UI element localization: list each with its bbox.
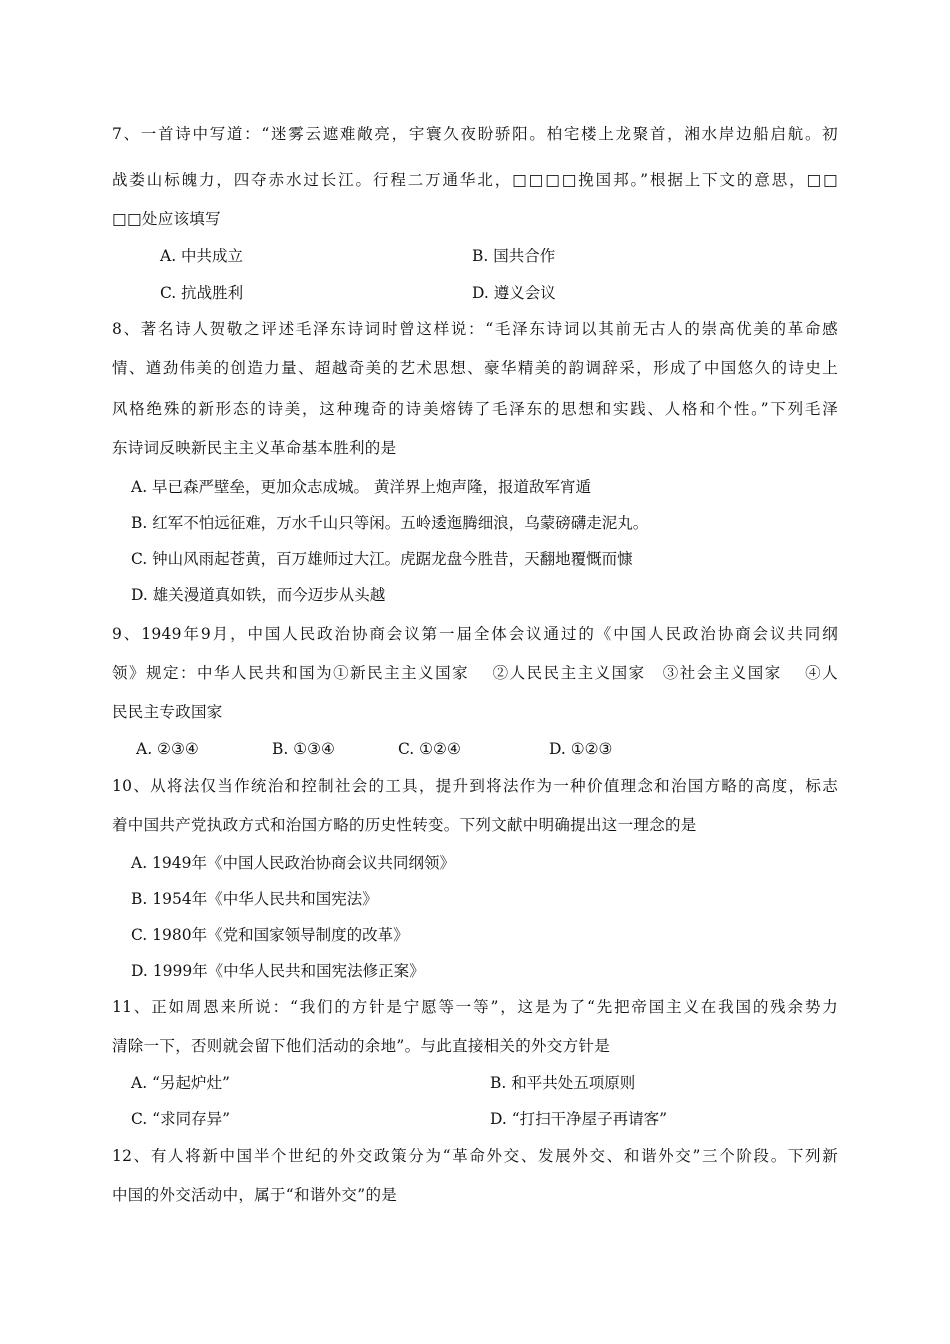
question-9-line-3: 民民主专政国家 bbox=[112, 703, 223, 721]
question-7-option-d: D. 遵义会议 bbox=[472, 284, 556, 302]
question-10-option-d: D. 1999年《中华人民共和国宪法修正案》 bbox=[131, 962, 425, 980]
question-9-option-a: A. ②③④ bbox=[136, 740, 199, 758]
question-8-line-1: 8、著名诗人贺敬之评述毛泽东诗词时曾这样说：“毛泽东诗词以其前无古人的崇高优美的革命感 bbox=[112, 320, 838, 338]
question-10-line-2: 着中国共产党执政方式和治国方略的历史性转变。下列文献中明确提出这一理念的是 bbox=[112, 816, 697, 834]
question-11-option-d: D. “打扫干净屋子再请客” bbox=[490, 1110, 668, 1128]
question-9-option-c: C. ①②④ bbox=[398, 740, 461, 758]
question-7-option-a: A. 中共成立 bbox=[160, 247, 244, 265]
question-12-line-1: 12、有人将新中国半个世纪的外交政策分为“革命外交、发展外交、和谐外交”三个阶段。下列新 bbox=[112, 1147, 838, 1165]
question-7-line-1: 7、一首诗中写道：“迷雾云遮难敞亮，宇寰久夜盼骄阳。柏宅楼上龙聚首，湘水岸边船启航。初 bbox=[112, 125, 838, 143]
question-9-line-1: 9、1949年9月，中国人民政治协商会议第一届全体会议通过的《中国人民政治协商会议共同纲 bbox=[112, 625, 838, 643]
question-10-option-b: B. 1954年《中华人民共和国宪法》 bbox=[131, 890, 378, 908]
question-9-option-b: B. ①③④ bbox=[272, 740, 335, 758]
question-11-line-1: 11、正如周恩来所说：“我们的方针是宁愿等一等”，这是为了“先把帝国主义在我国的残余势力 bbox=[112, 998, 838, 1016]
question-10-line-1: 10、从将法仅当作统治和控制社会的工具，提升到将法作为一种价值理念和治国方略的高度，标志 bbox=[112, 777, 838, 795]
question-7-line-3: □□处应该填写 bbox=[112, 210, 221, 228]
question-11-option-b: B. 和平共处五项原则 bbox=[490, 1074, 636, 1092]
question-9-line-2: 领》规定：中华人民共和国为①新民主主义国家 ②人民民主主义国家 ③社会主义国家 ④人 bbox=[112, 664, 838, 682]
question-11-line-2: 清除一下，否则就会留下他们活动的余地”。与此直接相关的外交方针是 bbox=[112, 1037, 611, 1055]
question-7-option-b: B. 国共合作 bbox=[472, 247, 556, 265]
question-11-option-c: C. “求同存异” bbox=[131, 1110, 231, 1128]
question-8-option-c: C. 钟山风雨起苍黄，百万雄师过大江。虎踞龙盘今胜昔，天翻地覆慨而慷 bbox=[131, 550, 633, 568]
question-10-option-a: A. 1949年《中国人民政治协商会议共同纲领》 bbox=[131, 854, 455, 872]
question-9-option-d: D. ①②③ bbox=[549, 740, 613, 758]
question-12-line-2: 中国的外交活动中，属于“和谐外交”的是 bbox=[112, 1186, 398, 1204]
question-8-line-2: 情、遒劲伟美的创造力量、超越奇美的艺术思想、豪华精美的韵调辞采，形成了中国悠久的诗史上 bbox=[112, 359, 838, 377]
question-8-line-3: 风格绝殊的新形态的诗美，这种瑰奇的诗美熔铸了毛泽东的思想和实践、人格和个性。”下列毛泽 bbox=[112, 400, 838, 418]
question-8-option-a: A. 早已森严壁垒，更加众志成城。 黄洋界上炮声隆，报道敌军宵遁 bbox=[131, 478, 591, 496]
question-10-option-c: C. 1980年《党和国家领导制度的改革》 bbox=[131, 926, 409, 944]
question-11-option-a: A. “另起炉灶” bbox=[131, 1074, 230, 1092]
question-8-option-b: B. 红军不怕远征难，万水千山只等闲。五岭逶迤腾细浪，乌蒙磅礴走泥丸。 bbox=[131, 514, 649, 532]
question-8-option-d: D. 雄关漫道真如铁，而今迈步从头越 bbox=[131, 586, 386, 604]
question-7-line-2: 战娄山标魄力，四夺赤水过长江。行程二万通华北，□□□□挽国邦。”根据上下文的意思，□□ bbox=[112, 171, 838, 189]
question-8-line-4: 东诗词反映新民主主义革命基本胜利的是 bbox=[112, 439, 397, 457]
question-7-option-c: C. 抗战胜利 bbox=[160, 284, 244, 302]
